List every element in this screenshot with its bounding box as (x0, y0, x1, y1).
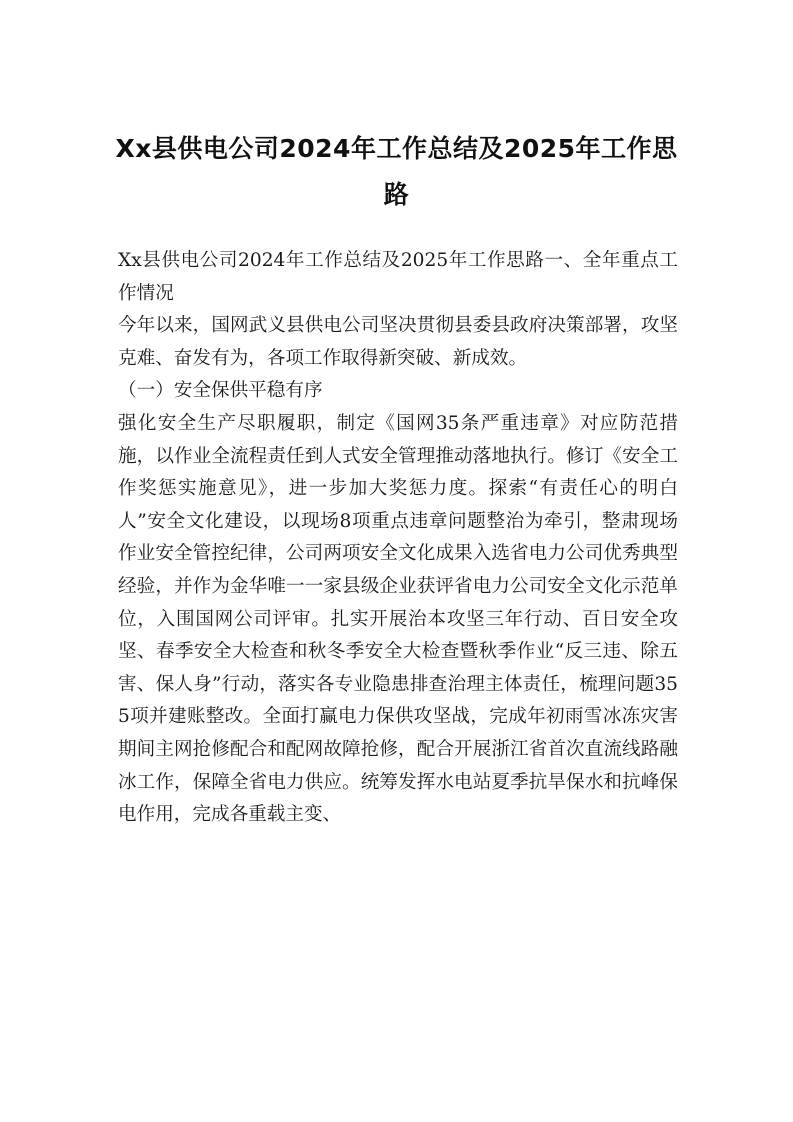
section-heading: （一）安全保供平稳有序 (118, 380, 323, 402)
intro-paragraph: Xx县供电公司2024年工作总结及2025年工作思路一、全年重点工作情况 (118, 250, 678, 304)
document-body (118, 245, 678, 832)
body-paragraph: 强化安全生产尽职履职，制定《国网35条严重违章》对应防范措施，以作业全流程责任到人式安全管理推动落地执行。修订《安全工作奖惩实施意见》，进一步加大奖惩力度。探索“有责任心的明白人”安全文化建设，以现场8项重点违章问题整治为牵引，整肃现场作业安全管控纪律，公司两项安全文化成果入选省电力公司优秀典型经验，并作为金华唯一一家县级企业获评省电力公司安全文化示范单位，入围国网公司评审。扎实开展治本攻坚三年行动、百日安全攻坚、春季安全大检查和秋冬季安全大检查暨秋季作业“反三违、除五害、保人身”行动，落实各专业隐患排查治理主体责任，梳理问题355项并建账整改。全面打赢电力保供攻坚战，完成年初雨雪冰冻灾害期间主网抢修配合和配网故障抢修，配合开展浙江省首次直流线路融冰工作，保障全省电力供应。统筹发挥水电站夏季抗旱保水和抗峰保电作用，完成各重载主变、 (118, 412, 678, 826)
document-title: Xx县供电公司2024年工作总结及2025年工作思路 (115, 134, 678, 209)
summary-paragraph: 今年以来，国网武义县供电公司坚决贯彻县委县政府决策部署，攻坚克难、奋发有为，各项工作取得新突破、新成效。 (118, 315, 678, 369)
